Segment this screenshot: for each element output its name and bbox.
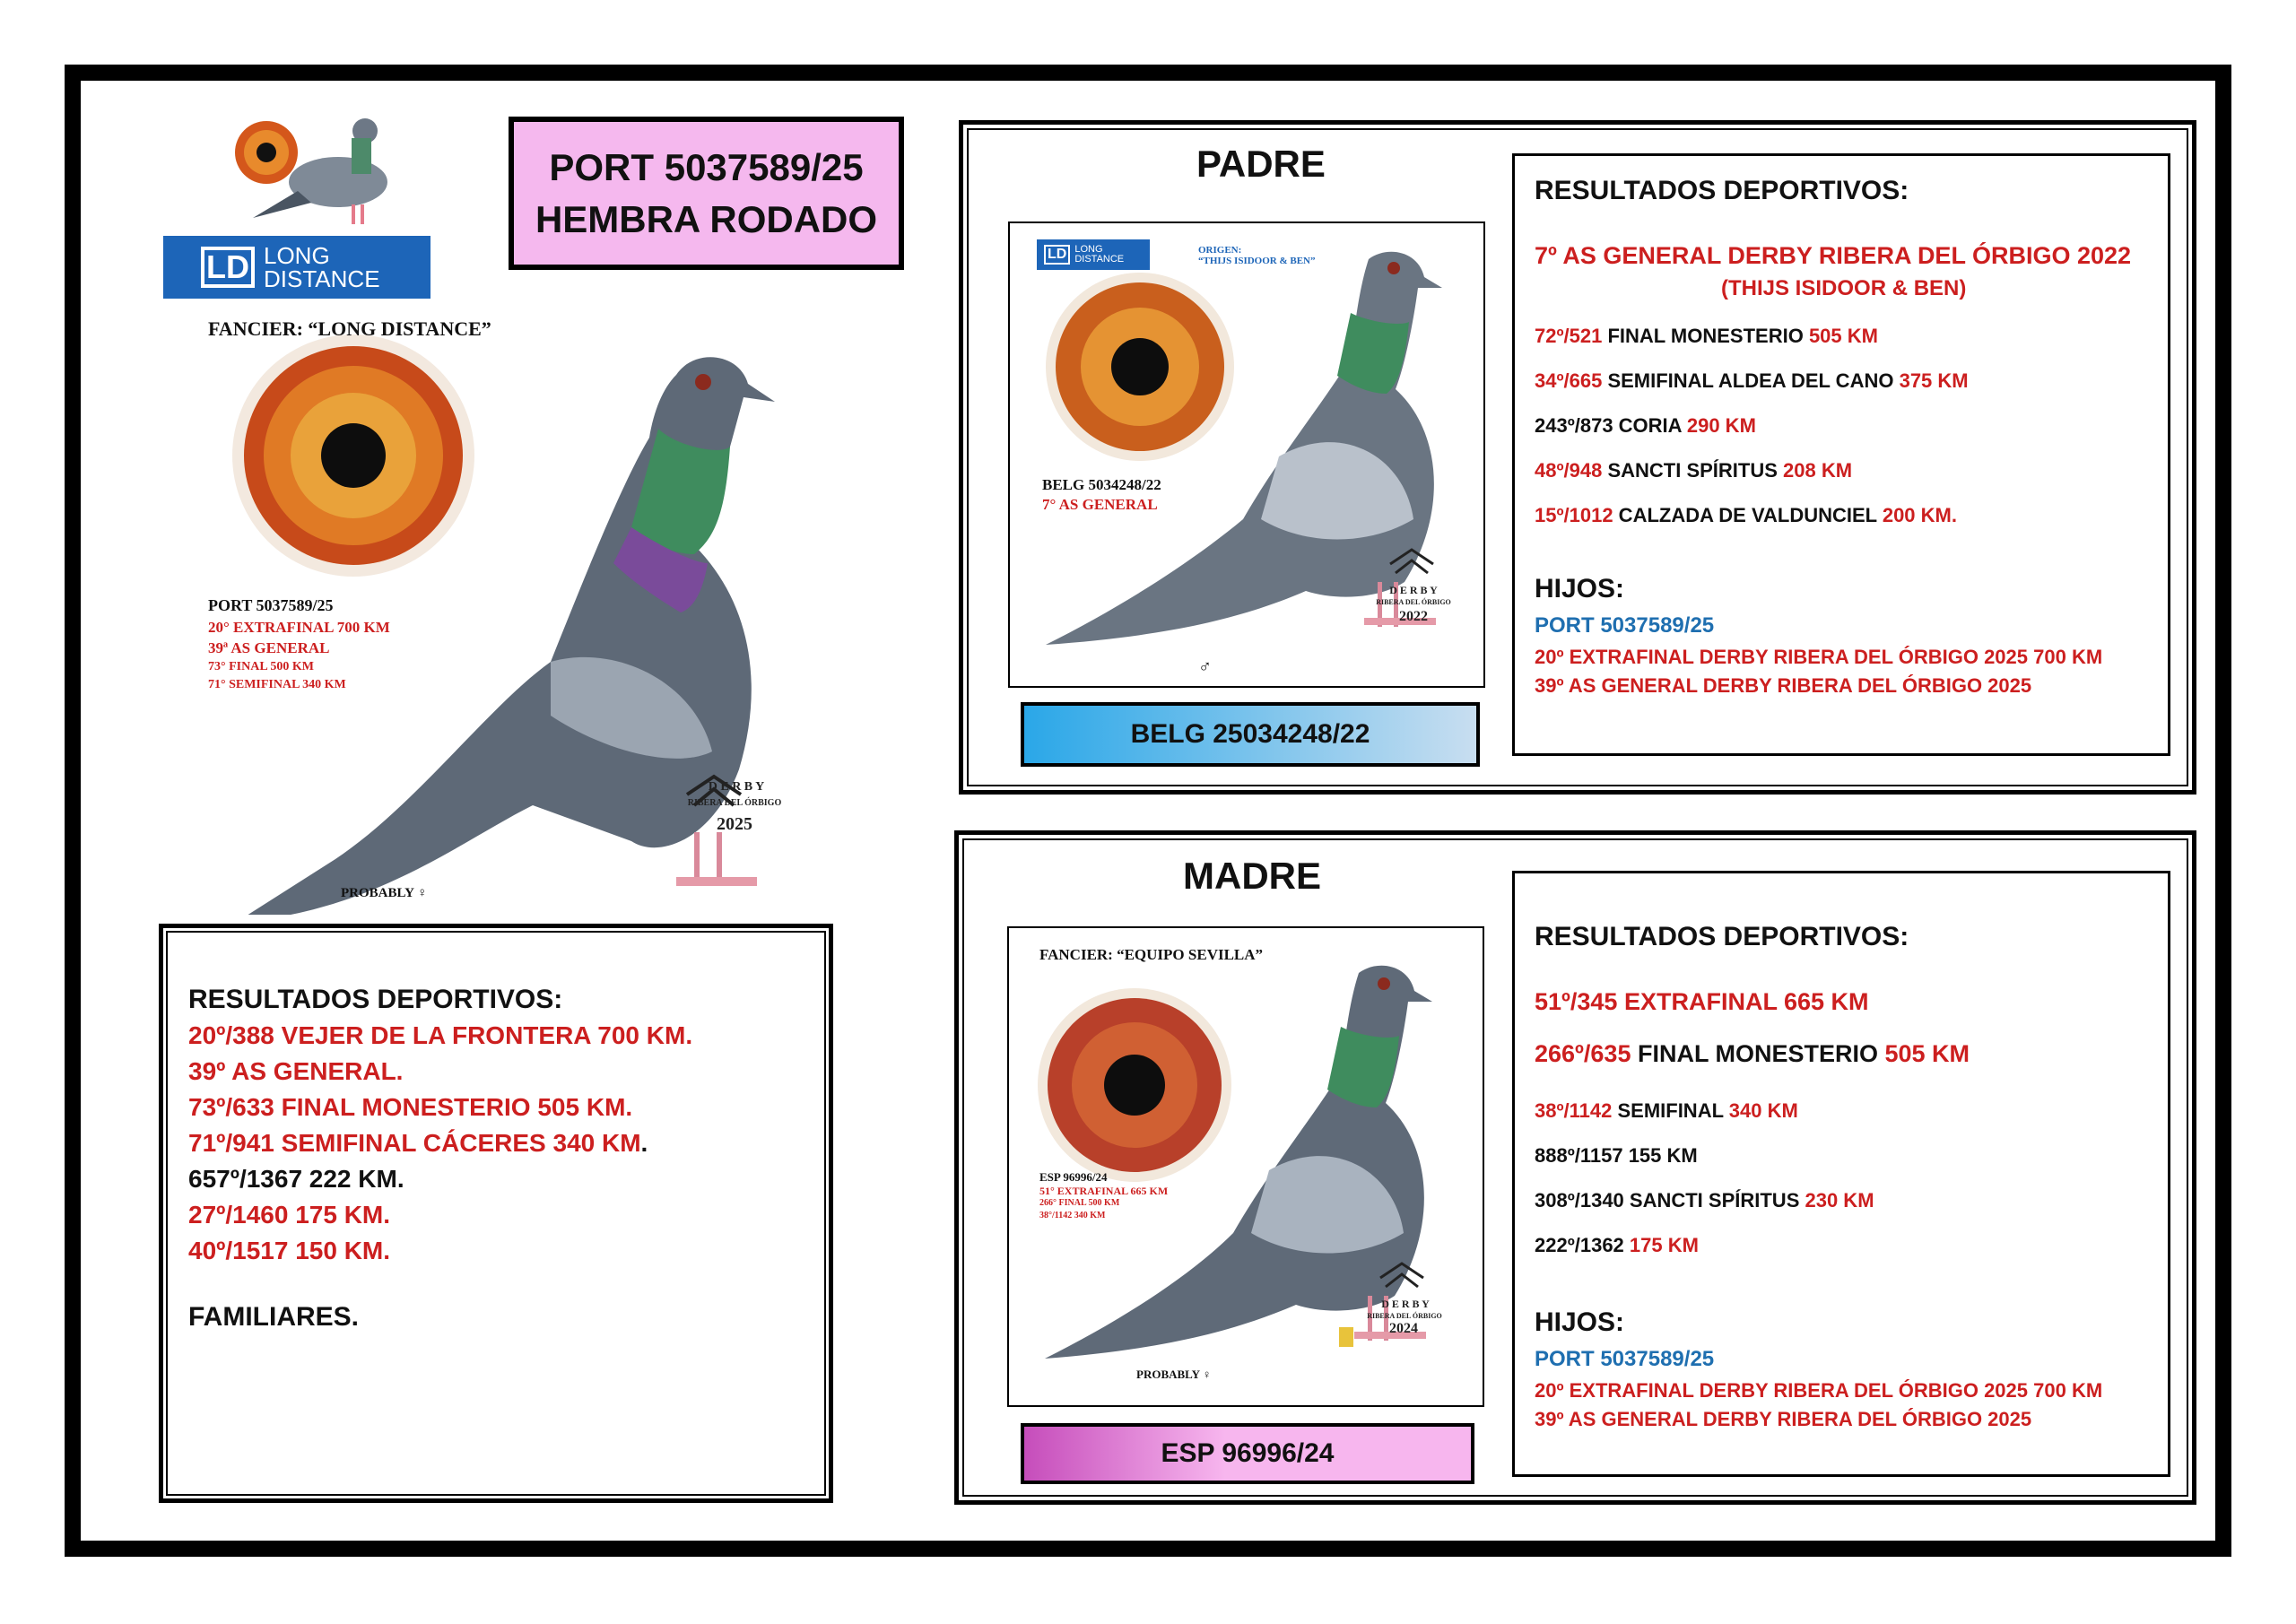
main-fancier-label: FANCIER: “LONG DISTANCE”	[208, 317, 491, 340]
familiares-label: FAMILIARES.	[188, 1302, 360, 1332]
logo-ld-mark: LD	[201, 247, 255, 288]
padre-photo-logo-text2: DISTANCE	[1074, 254, 1125, 265]
madre-result-line: 888º/1157 155 KM	[1535, 1144, 1698, 1167]
result-line: 20º/388 VEJER DE LA FRONTERA 700 KM.	[188, 1021, 693, 1049]
padre-photo-logo	[1037, 239, 1150, 270]
logo-text-line2: DISTANCE	[264, 265, 380, 292]
madre-result-race: FINAL MONESTERIO	[1631, 1040, 1885, 1067]
padre-hijo-ring: PORT 5037589/25	[1535, 613, 1715, 638]
padre-result-distance: 505 KM	[1808, 325, 1878, 347]
madre-result-distance: 505 KM	[1884, 1040, 1970, 1067]
main-probably-label: PROBABLY ♀	[341, 886, 428, 900]
logo-text	[264, 244, 380, 291]
madre-caption-line: 266° FINAL 500 KM	[1039, 1198, 1120, 1208]
logo-pigeon-image	[163, 106, 436, 240]
madre-hijo-result: 39º AS GENERAL DERBY RIBERA DEL ÓRBIGO 2025	[1535, 1408, 2032, 1430]
padre-highlight: 7º AS GENERAL DERBY RIBERA DEL ÓRBIGO 2022	[1535, 242, 2132, 269]
result-line: 27º/1460 175 KM.	[188, 1201, 391, 1229]
long-distance-logo	[163, 106, 436, 301]
padre-highlight-origin: (THIJS ISIDOOR & BEN)	[1721, 276, 1967, 300]
padre-photo-sex: ♂	[1198, 657, 1212, 677]
madre-result-line	[1535, 1234, 1699, 1257]
padre-ring-bar: BELG 25034248/22	[1021, 702, 1480, 767]
madre-caption-line: 51° EXTRAFINAL 665 KM	[1039, 1185, 1169, 1197]
madre-probably-label: PROBABLY ♀	[1136, 1368, 1212, 1381]
main-caption-line: 73° FINAL 500 KM	[208, 660, 314, 673]
title-ring: PORT 5037589/25	[549, 145, 864, 188]
madre-hijo-result: 20º EXTRAFINAL DERBY RIBERA DEL ÓRBIGO 2025 700 KM	[1535, 1379, 2103, 1402]
madre-result-position: 38º/1142	[1535, 1099, 1613, 1122]
madre-result-line	[1535, 1099, 1798, 1123]
padre-result-line	[1535, 325, 1878, 348]
madre-photo-caption	[1039, 1185, 1168, 1222]
result-line: 73º/633 FINAL MONESTERIO 505 KM.	[188, 1093, 633, 1121]
madre-result-distance: 175 KM	[1629, 1234, 1699, 1256]
madre-photo	[1007, 926, 1484, 1407]
padre-photo-derby-sub: RIBERA DEL ÓRBIGO	[1376, 598, 1451, 606]
madre-hijos-heading: HIJOS:	[1535, 1307, 1625, 1337]
logo-banner	[163, 236, 430, 299]
main-derby-sub: RIBERA DEL ÓRBIGO	[687, 798, 782, 808]
padre-result-race: FINAL MONESTERIO	[1602, 325, 1809, 347]
madre-photo-year: 2024	[1389, 1321, 1418, 1336]
padre-photo-origin	[1198, 245, 1316, 266]
padre-result-position: 15º/1012	[1535, 504, 1613, 526]
main-derby-word: D E R B Y	[708, 780, 765, 794]
padre-result-line	[1535, 414, 1756, 438]
padre-result-race: SEMIFINAL ALDEA DEL CANO	[1602, 369, 1900, 392]
padre-result-distance: 375 KM	[1899, 369, 1969, 392]
madre-fancier-label: FANCIER: “EQUIPO SEVILLA”	[1039, 946, 1264, 963]
madre-result-position: 266º/635	[1535, 1040, 1631, 1067]
madre-caption-line: 38°/1142 340 KM	[1039, 1211, 1106, 1220]
madre-result-race: 222º/1362	[1535, 1234, 1630, 1256]
madre-result-distance: 340 KM	[1728, 1099, 1798, 1122]
padre-photo-caption: 7° AS GENERAL	[1042, 496, 1158, 513]
madre-title: MADRE	[1183, 855, 1321, 897]
padre-result-position: 34º/665	[1535, 369, 1603, 392]
main-caption-list	[208, 617, 390, 694]
result-line-period: .	[640, 1129, 648, 1157]
padre-result-race: 243º/873 CORIA	[1535, 414, 1687, 437]
results-left-box	[159, 924, 833, 1503]
madre-result-line	[1535, 1040, 1970, 1068]
results-left-heading: RESULTADOS DEPORTIVOS:	[188, 985, 563, 1014]
madre-result-distance: 230 KM	[1805, 1189, 1874, 1211]
main-ring-label: PORT 5037589/25	[208, 596, 334, 614]
padre-result-distance: 290 KM	[1686, 414, 1756, 437]
madre-results-box	[1512, 871, 2170, 1477]
madre-result-line: 51º/345 EXTRAFINAL 665 KM	[1535, 988, 1869, 1015]
padre-photo	[1008, 221, 1485, 688]
padre-photo-origin-label: ORIGEN:	[1198, 245, 1242, 256]
logo-text-line1: LONG	[264, 242, 330, 269]
madre-photo-derby-sub: RIBERA DEL ÓRBIGO	[1367, 1312, 1442, 1320]
padre-photo-ring: BELG 5034248/22	[1042, 476, 1161, 493]
padre-result-line	[1535, 504, 1957, 527]
padre-results-box	[1512, 153, 2170, 756]
padre-hijo-result: 39º AS GENERAL DERBY RIBERA DEL ÓRBIGO 2025	[1535, 674, 2032, 697]
result-line	[188, 1125, 692, 1161]
madre-result-race: 308º/1340 SANCTI SPÍRITUS	[1535, 1189, 1805, 1211]
padre-result-distance: 208 KM	[1783, 459, 1853, 482]
padre-title: PADRE	[1196, 143, 1326, 185]
padre-result-line	[1535, 459, 1852, 482]
page-title	[509, 117, 904, 270]
padre-photo-logo-text1: LONG	[1074, 244, 1103, 255]
padre-panel	[959, 120, 2196, 795]
padre-photo-logo-text	[1074, 245, 1124, 265]
padre-photo-derby-word: D E R B Y	[1389, 584, 1438, 596]
main-caption-line: 71° SEMIFINAL 340 KM	[208, 678, 346, 691]
padre-photo-origin-value: “THIJS ISIDOOR & BEN”	[1198, 256, 1316, 266]
result-line: 657º/1367 222 KM.	[188, 1165, 404, 1193]
title-desc: HEMBRA RODADO	[535, 197, 878, 240]
padre-result-race: CALZADA DE VALDUNCIEL	[1613, 504, 1883, 526]
madre-photo-ring: ESP 96996/24	[1039, 1170, 1108, 1184]
padre-results-heading: RESULTADOS DEPORTIVOS:	[1535, 176, 1909, 205]
padre-photo-year: 2022	[1399, 609, 1428, 624]
padre-hijo-result: 20º EXTRAFINAL DERBY RIBERA DEL ÓRBIGO 2025 700 KM	[1535, 646, 2103, 668]
padre-result-line	[1535, 369, 1969, 393]
padre-result-race: SANCTI SPÍRITUS	[1602, 459, 1784, 482]
madre-hijo-ring: PORT 5037589/25	[1535, 1347, 1715, 1371]
result-line: 39º AS GENERAL.	[188, 1057, 404, 1085]
padre-hijos-heading: HIJOS:	[1535, 574, 1625, 604]
main-caption-line: 20° EXTRAFINAL 700 KM	[208, 619, 390, 636]
madre-panel	[954, 830, 2196, 1505]
main-derby-year: 2025	[717, 814, 752, 834]
madre-ring-bar: ESP 96996/24	[1021, 1423, 1474, 1484]
main-caption-line: 39ª AS GENERAL	[208, 639, 330, 656]
madre-result-line	[1535, 1189, 1874, 1212]
result-line: 40º/1517 150 KM.	[188, 1237, 391, 1264]
padre-result-position: 48º/948	[1535, 459, 1603, 482]
padre-result-position: 72º/521	[1535, 325, 1603, 347]
madre-results-heading: RESULTADOS DEPORTIVOS:	[1535, 922, 1909, 951]
madre-result-race: SEMIFINAL	[1612, 1099, 1729, 1122]
madre-photo-derby-word: D E R B Y	[1381, 1298, 1430, 1310]
main-pigeon-photo	[192, 303, 805, 915]
padre-photo-logo-mark: LD	[1044, 245, 1070, 265]
result-line-main: 71º/941 SEMIFINAL CÁCERES 340 KM	[188, 1129, 641, 1157]
results-left-list	[188, 982, 692, 1335]
padre-result-distance: 200 KM.	[1882, 504, 1957, 526]
